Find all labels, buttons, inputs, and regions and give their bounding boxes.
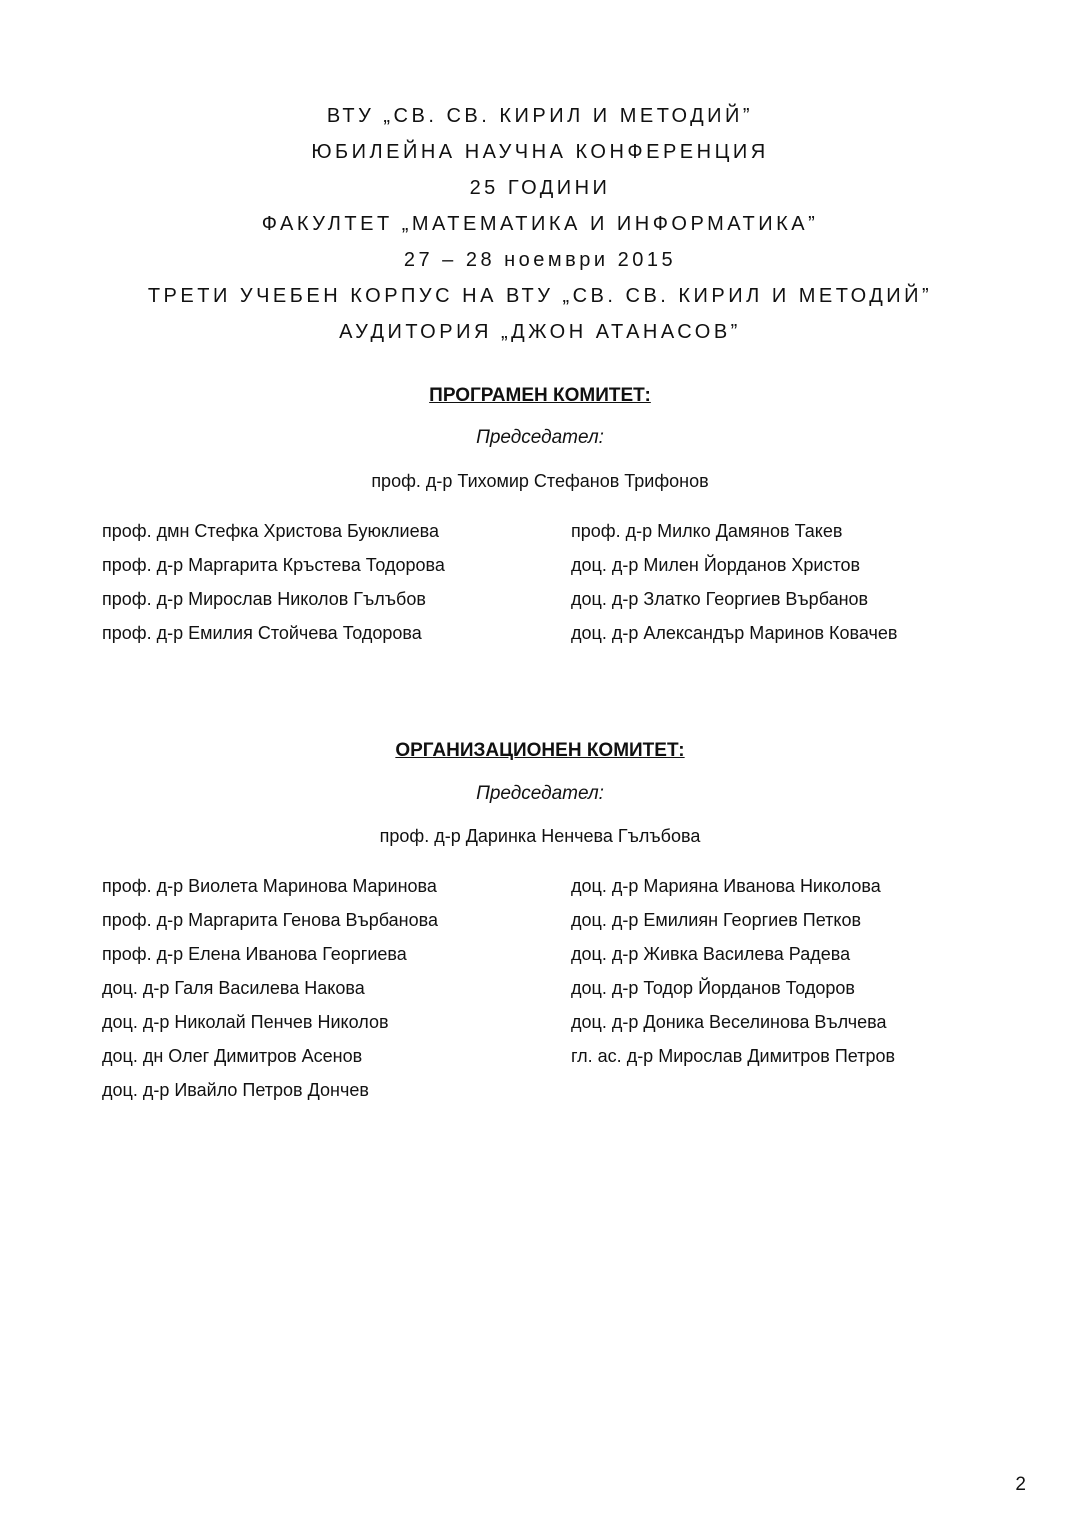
organizing-committee-members-right xyxy=(571,873,895,1077)
header-venue-hall: АУДИТОРИЯ „ДЖОН АТАНАСОВ” xyxy=(339,321,741,343)
member-name: проф. д-р Мирослав Николов Гълъбов xyxy=(102,589,426,609)
member-name: доц. д-р Живка Василева Радева xyxy=(571,944,851,964)
member-name: доц. д-р Николай Пенчев Николов xyxy=(102,1012,389,1032)
program-committee-chair-label: Председател: xyxy=(476,427,604,448)
member-name: проф. д-р Елена Иванова Георгиева xyxy=(102,944,407,964)
program-committee-chair-name: проф. д-р Тихомир Стефанов Трифонов xyxy=(371,471,709,491)
organizing-committee-members-left xyxy=(102,873,438,1111)
conference-header xyxy=(0,98,1080,350)
member-name: гл. ас. д-р Мирослав Димитров Петров xyxy=(571,1046,896,1066)
header-dates: 27 – 28 ноември 2015 xyxy=(403,249,677,271)
organizing-committee-chair-label: Председател: xyxy=(476,783,604,804)
program-committee-members-right xyxy=(571,518,897,654)
header-university: ВТУ „СВ. СВ. КИРИЛ И МЕТОДИЙ” xyxy=(326,105,754,127)
member-name: доц. д-р Златко Георгиев Върбанов xyxy=(571,589,869,609)
member-name: доц. д-р Доника Веселинова Вълчева xyxy=(571,1012,887,1032)
member-name: доц. д-р Александър Маринов Ковачев xyxy=(571,623,898,643)
member-name: проф. д-р Виолета Маринова Маринова xyxy=(102,876,437,896)
member-name: доц. дн Олег Димитров Асенов xyxy=(102,1046,363,1066)
header-venue-building: ТРЕТИ УЧЕБЕН КОРПУС НА ВТУ „СВ. СВ. КИРИЛ И МЕТОДИЙ” xyxy=(147,285,933,307)
member-name: доц. д-р Милен Йорданов Христов xyxy=(571,555,861,575)
member-name: доц. д-р Галя Василева Накова xyxy=(102,978,365,998)
member-name: проф. д-р Маргарита Кръстева Тодорова xyxy=(102,555,445,575)
member-name: проф. д-р Милко Дамянов Такев xyxy=(571,521,843,541)
member-name: доц. д-р Ивайло Петров Дончев xyxy=(102,1080,369,1100)
member-name: проф. д-р Маргарита Генова Върбанова xyxy=(102,910,438,930)
member-name: доц. д-р Емилиян Георгиев Петков xyxy=(571,910,862,930)
organizing-committee-title: ОРГАНИЗАЦИОНЕН КОМИТЕТ: xyxy=(395,740,685,761)
member-name: проф. д-р Емилия Стойчева Тодорова xyxy=(102,623,422,643)
member-name: доц. д-р Тодор Йорданов Тодоров xyxy=(571,978,855,998)
header-anniversary: 25 ГОДИНИ xyxy=(469,177,611,199)
program-committee-members-left xyxy=(102,518,445,654)
program-committee-title: ПРОГРАМЕН КОМИТЕТ: xyxy=(429,385,651,406)
header-conference-name: ЮБИЛЕЙНА НАУЧНА КОНФЕРЕНЦИЯ xyxy=(311,141,769,163)
organizing-committee-chair-name: проф. д-р Даринка Ненчева Гълъбова xyxy=(379,826,701,846)
page-number: 2 xyxy=(1015,1474,1026,1495)
member-name: доц. д-р Марияна Иванова Николова xyxy=(571,876,881,896)
member-name: проф. дмн Стефка Христова Буюклиева xyxy=(102,521,439,541)
header-faculty: ФАКУЛТЕТ „МАТЕМАТИКА И ИНФОРМАТИКА” xyxy=(261,213,819,235)
